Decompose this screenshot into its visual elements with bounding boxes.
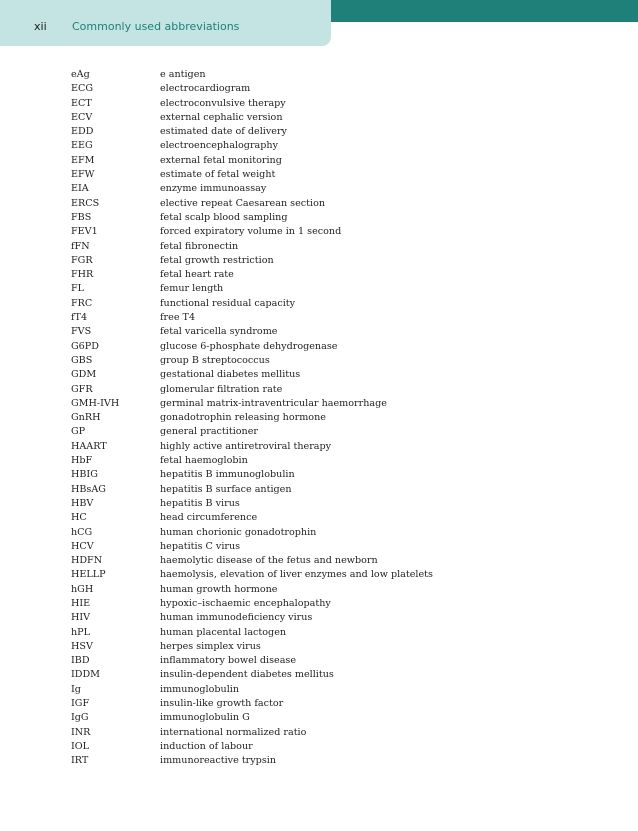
abbreviation-row bbox=[71, 468, 433, 482]
abbreviation-row bbox=[71, 111, 433, 125]
abbreviation-definition: hepatitis C virus bbox=[160, 540, 241, 552]
abbreviation-row bbox=[71, 583, 433, 597]
abbreviation-row bbox=[71, 68, 433, 82]
abbreviation-term: IBD bbox=[71, 655, 90, 667]
abbreviation-row bbox=[71, 240, 433, 254]
abbreviation-definition: fetal fibronectin bbox=[160, 240, 239, 252]
abbreviation-row bbox=[71, 626, 433, 640]
abbreviation-definition: human immunodeficiency virus bbox=[160, 612, 313, 624]
abbreviation-definition: head circumference bbox=[160, 512, 258, 524]
abbreviation-row bbox=[71, 697, 433, 711]
abbreviation-row bbox=[71, 683, 433, 697]
abbreviation-row bbox=[71, 297, 433, 311]
abbreviation-row bbox=[71, 268, 433, 282]
abbreviation-definition: immunoglobulin G bbox=[160, 712, 250, 724]
abbreviation-term: ECV bbox=[71, 111, 93, 123]
abbreviation-term: HIV bbox=[71, 612, 91, 624]
abbreviation-definition: estimate of fetal weight bbox=[160, 169, 276, 181]
abbreviation-term: FHR bbox=[71, 269, 94, 281]
abbreviation-term: IOL bbox=[71, 740, 90, 752]
abbreviation-term: FGR bbox=[71, 254, 93, 266]
abbreviation-term: ECT bbox=[71, 97, 92, 109]
abbreviation-term: INR bbox=[71, 726, 91, 738]
abbreviation-term: fT4 bbox=[71, 312, 88, 324]
abbreviation-definition: femur length bbox=[160, 283, 224, 295]
abbreviation-term: IDDM bbox=[71, 669, 100, 681]
abbreviation-row bbox=[71, 497, 433, 511]
abbreviation-definition: e antigen bbox=[160, 69, 206, 80]
abbreviation-term: GBS bbox=[71, 354, 93, 366]
abbreviation-row bbox=[71, 526, 433, 540]
abbreviation-row bbox=[71, 554, 433, 568]
abbreviation-definition: induction of labour bbox=[160, 740, 253, 752]
abbreviation-definition: hepatitis B virus bbox=[160, 497, 240, 509]
abbreviation-row bbox=[71, 440, 433, 454]
abbreviation-definition: fetal varicella syndrome bbox=[160, 326, 278, 338]
abbreviation-term: GMH-IVH bbox=[71, 397, 120, 409]
abbreviation-term: FVS bbox=[71, 326, 92, 338]
abbreviation-definition: insulin-dependent diabetes mellitus bbox=[160, 669, 334, 681]
abbreviation-definition: glucose 6-phosphate dehydrogenase bbox=[160, 340, 338, 352]
abbreviation-definition: elective repeat Caesarean section bbox=[160, 197, 326, 209]
abbreviation-definition: gestational diabetes mellitus bbox=[160, 369, 301, 381]
abbreviation-term: HAART bbox=[71, 440, 107, 452]
abbreviation-definition: forced expiratory volume in 1 second bbox=[160, 226, 342, 238]
page-number: xii bbox=[34, 20, 47, 33]
abbreviation-row bbox=[71, 511, 433, 525]
abbreviation-row bbox=[71, 540, 433, 554]
abbreviation-definition: external fetal monitoring bbox=[160, 154, 282, 166]
abbreviation-term: EIA bbox=[71, 183, 89, 195]
abbreviation-term: hPL bbox=[71, 626, 91, 638]
abbreviation-term: EEG bbox=[71, 140, 93, 152]
abbreviation-row bbox=[71, 325, 433, 339]
abbreviation-row bbox=[71, 125, 433, 139]
abbreviation-term: IGF bbox=[71, 698, 90, 710]
abbreviation-term: HELLP bbox=[71, 569, 106, 581]
abbreviation-term: FL bbox=[71, 283, 85, 295]
abbreviation-row bbox=[71, 740, 433, 754]
abbreviation-term: GP bbox=[71, 426, 86, 438]
abbreviation-definition: free T4 bbox=[160, 312, 196, 324]
abbreviation-definition: fetal scalp blood sampling bbox=[160, 211, 288, 223]
abbreviation-definition: glomerular filtration rate bbox=[160, 383, 283, 395]
abbreviation-row bbox=[71, 668, 433, 682]
abbreviation-row bbox=[71, 182, 433, 196]
abbreviation-definition: estimated date of delivery bbox=[160, 126, 287, 138]
abbreviation-definition: electroconvulsive therapy bbox=[160, 97, 286, 109]
abbreviation-definition: fetal heart rate bbox=[160, 269, 234, 281]
abbreviation-term: HCV bbox=[71, 540, 94, 552]
abbreviation-term: FBS bbox=[71, 211, 92, 223]
abbreviation-definition: inflammatory bowel disease bbox=[160, 655, 297, 667]
abbreviation-term: HDFN bbox=[71, 555, 103, 567]
abbreviation-term: EFM bbox=[71, 154, 95, 166]
abbreviation-term: fFN bbox=[71, 240, 90, 252]
abbreviation-row bbox=[71, 311, 433, 325]
abbreviation-term: HBV bbox=[71, 497, 94, 509]
abbreviation-term: hGH bbox=[71, 583, 94, 595]
abbreviation-term: HIE bbox=[71, 597, 91, 609]
abbreviation-term: FRC bbox=[71, 297, 93, 309]
abbreviation-term: GFR bbox=[71, 383, 93, 395]
running-title: Commonly used abbreviations bbox=[72, 20, 240, 33]
abbreviation-row bbox=[71, 168, 433, 182]
abbreviation-term: hCG bbox=[71, 526, 93, 538]
abbreviation-term: HBsAG bbox=[71, 483, 106, 495]
abbreviation-row bbox=[71, 82, 433, 96]
abbreviation-definition: human chorionic gonadotrophin bbox=[160, 526, 317, 538]
abbreviation-definition: international normalized ratio bbox=[160, 726, 307, 738]
abbreviation-row bbox=[71, 654, 433, 668]
abbreviation-row bbox=[71, 597, 433, 611]
abbreviation-definition: gonadotrophin releasing hormone bbox=[160, 412, 326, 424]
abbreviation-row bbox=[71, 197, 433, 211]
abbreviation-term: Ig bbox=[71, 683, 81, 695]
abbreviation-definition: electrocardiogram bbox=[160, 83, 251, 95]
abbreviation-term: EFW bbox=[71, 169, 95, 181]
abbreviation-term: HbF bbox=[71, 455, 93, 467]
abbreviation-term: HBIG bbox=[71, 469, 98, 481]
abbreviation-definition: human placental lactogen bbox=[160, 626, 287, 638]
abbreviation-definition: group B streptococcus bbox=[160, 354, 270, 366]
abbreviation-term: IRT bbox=[71, 755, 89, 767]
abbreviation-definition: human growth hormone bbox=[160, 583, 278, 595]
abbreviation-row bbox=[71, 154, 433, 168]
abbreviation-row bbox=[71, 397, 433, 411]
abbreviation-definition: highly active antiretroviral therapy bbox=[160, 440, 332, 452]
abbreviation-definition: germinal matrix-intraventricular haemorrhage bbox=[160, 397, 387, 409]
abbreviation-row bbox=[71, 611, 433, 625]
abbreviation-row bbox=[71, 383, 433, 397]
abbreviation-definition: herpes simplex virus bbox=[160, 640, 261, 652]
abbreviation-definition: functional residual capacity bbox=[160, 297, 296, 309]
abbreviation-row bbox=[71, 483, 433, 497]
abbreviation-term: G6PD bbox=[71, 340, 99, 352]
abbreviation-definition: immunoreactive trypsin bbox=[160, 755, 276, 767]
abbreviation-definition: hepatitis B immunoglobulin bbox=[160, 469, 295, 481]
abbreviation-definition: enzyme immunoassay bbox=[160, 183, 267, 195]
abbreviation-term: GnRH bbox=[71, 412, 101, 424]
abbreviation-term: HSV bbox=[71, 640, 93, 652]
abbreviation-definition: hepatitis B surface antigen bbox=[160, 483, 292, 495]
abbreviation-row bbox=[71, 254, 433, 268]
abbreviation-list bbox=[71, 68, 433, 769]
abbreviation-row bbox=[71, 754, 433, 768]
abbreviation-row bbox=[71, 97, 433, 111]
abbreviation-term: ECG bbox=[71, 83, 94, 95]
abbreviation-row bbox=[71, 282, 433, 296]
abbreviation-row bbox=[71, 568, 433, 582]
abbreviation-term: IgG bbox=[71, 712, 89, 724]
abbreviation-definition: fetal haemoglobin bbox=[160, 455, 248, 467]
abbreviation-row bbox=[71, 726, 433, 740]
abbreviation-term: FEV1 bbox=[71, 226, 98, 238]
abbreviation-row bbox=[71, 454, 433, 468]
abbreviation-row bbox=[71, 139, 433, 153]
abbreviation-term: HC bbox=[71, 512, 87, 524]
abbreviation-definition: fetal growth restriction bbox=[160, 254, 274, 266]
abbreviation-term: GDM bbox=[71, 369, 97, 381]
abbreviation-row bbox=[71, 640, 433, 654]
abbreviation-row bbox=[71, 368, 433, 382]
abbreviation-row bbox=[71, 354, 433, 368]
abbreviation-row bbox=[71, 411, 433, 425]
abbreviation-term: EDD bbox=[71, 126, 94, 138]
abbreviation-definition: haemolytic disease of the fetus and newborn bbox=[160, 555, 378, 567]
abbreviation-definition: electroencephalography bbox=[160, 140, 278, 152]
abbreviation-row bbox=[71, 711, 433, 725]
abbreviation-row bbox=[71, 225, 433, 239]
abbreviation-definition: insulin-like growth factor bbox=[160, 698, 284, 710]
abbreviation-term: eAg bbox=[71, 69, 90, 80]
abbreviation-definition: general practitioner bbox=[160, 426, 258, 438]
abbreviation-row bbox=[71, 340, 433, 354]
abbreviation-definition: external cephalic version bbox=[160, 111, 283, 123]
abbreviation-row bbox=[71, 425, 433, 439]
abbreviation-row bbox=[71, 211, 433, 225]
abbreviation-definition: hypoxic–ischaemic encephalopathy bbox=[160, 597, 331, 609]
abbreviation-definition: haemolysis, elevation of liver enzymes and low platelets bbox=[160, 569, 433, 581]
abbreviation-term: ERCS bbox=[71, 197, 100, 209]
abbreviation-definition: immunoglobulin bbox=[160, 683, 240, 695]
